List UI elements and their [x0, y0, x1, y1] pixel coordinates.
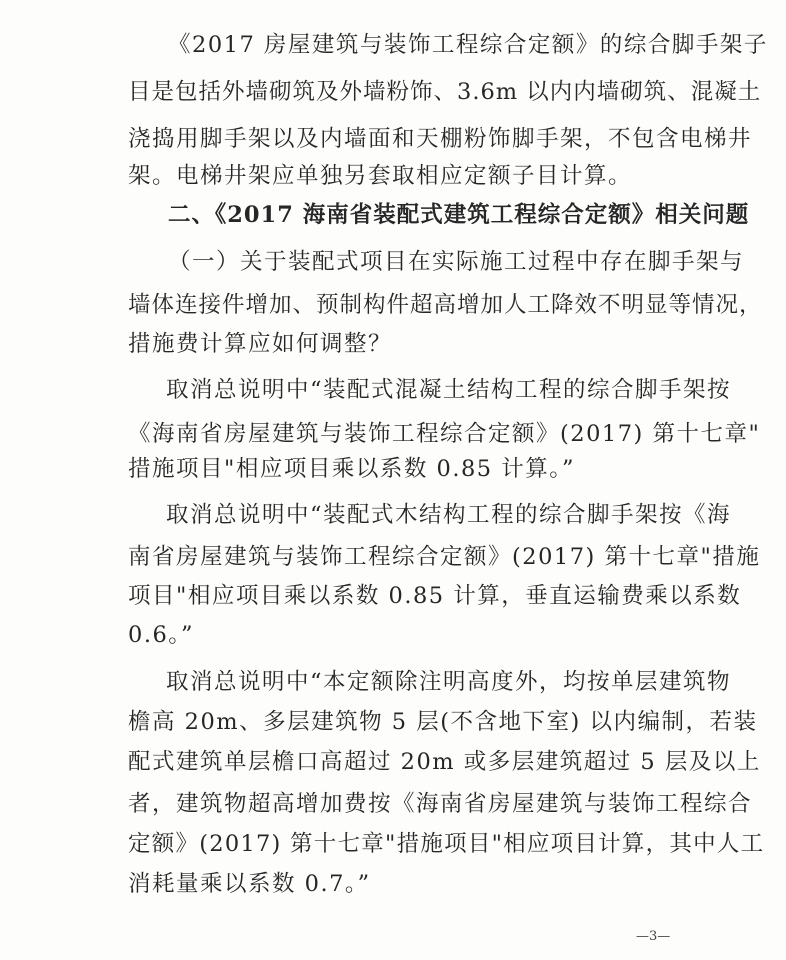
body-text-line: 《2017 房屋建筑与装饰工程综合定额》的综合脚手架子: [168, 32, 768, 58]
body-text-line: 项目"相应项目乘以系数 0.85 计算，垂直运输费乘以系数: [128, 583, 742, 609]
body-text-line: 0.6。”: [128, 622, 195, 648]
body-text-line: 浇捣用脚手架以及内墙面和天棚粉饰脚手架，不包含电梯井: [128, 126, 753, 152]
body-text-line: （一）关于装配式项目在实际施工过程中存在脚手架与: [168, 249, 745, 275]
body-text-line: 架。电梯井架应单独另套取相应定额子目计算。: [128, 163, 633, 189]
body-text-line: 消耗量乘以系数 0.7。”: [128, 871, 371, 897]
body-text-line: 定额》(2017) 第十七章"措施项目"相应项目计算，其中人工: [128, 831, 765, 857]
body-text-line: 目是包括外墙砌筑及外墙粉饰、3.6m 以内内墙砌筑、混凝土: [128, 79, 762, 105]
body-text-line: 取消总说明中“本定额除注明高度外，均按单层建筑物: [166, 669, 732, 695]
body-text-line: 配式建筑单层檐口高超过 20m 或多层建筑超过 5 层及以上: [128, 749, 761, 775]
body-text-line: 取消总说明中“装配式木结构工程的综合脚手架按《海: [166, 502, 732, 528]
body-text-line: 措施项目"相应项目乘以系数 0.85 计算。”: [128, 456, 576, 482]
body-text-line: 南省房屋建筑与装饰工程综合定额》(2017) 第十七章"措施: [128, 544, 761, 570]
body-text-line: 墙体连接件增加、预制构件超高增加人工降效不明显等情况，: [128, 292, 763, 318]
body-text-line: 者，建筑物超高增加费按《海南省房屋建筑与装饰工程综合: [128, 791, 753, 817]
page-number: —3—: [636, 929, 671, 944]
body-text-line: 取消总说明中“装配式混凝土结构工程的综合脚手架按: [166, 377, 732, 403]
body-text-line: 檐高 20m、多层建筑物 5 层(不含地下室) 以内编制，若装: [128, 709, 758, 735]
body-text-line: 《海南省房屋建筑与装饰工程综合定额》(2017) 第十七章": [128, 421, 761, 447]
body-text-line: 措施费计算应如何调整？: [128, 331, 393, 357]
section-heading: 二、《2017 海南省装配式建筑工程综合定额》相关问题: [168, 202, 750, 228]
